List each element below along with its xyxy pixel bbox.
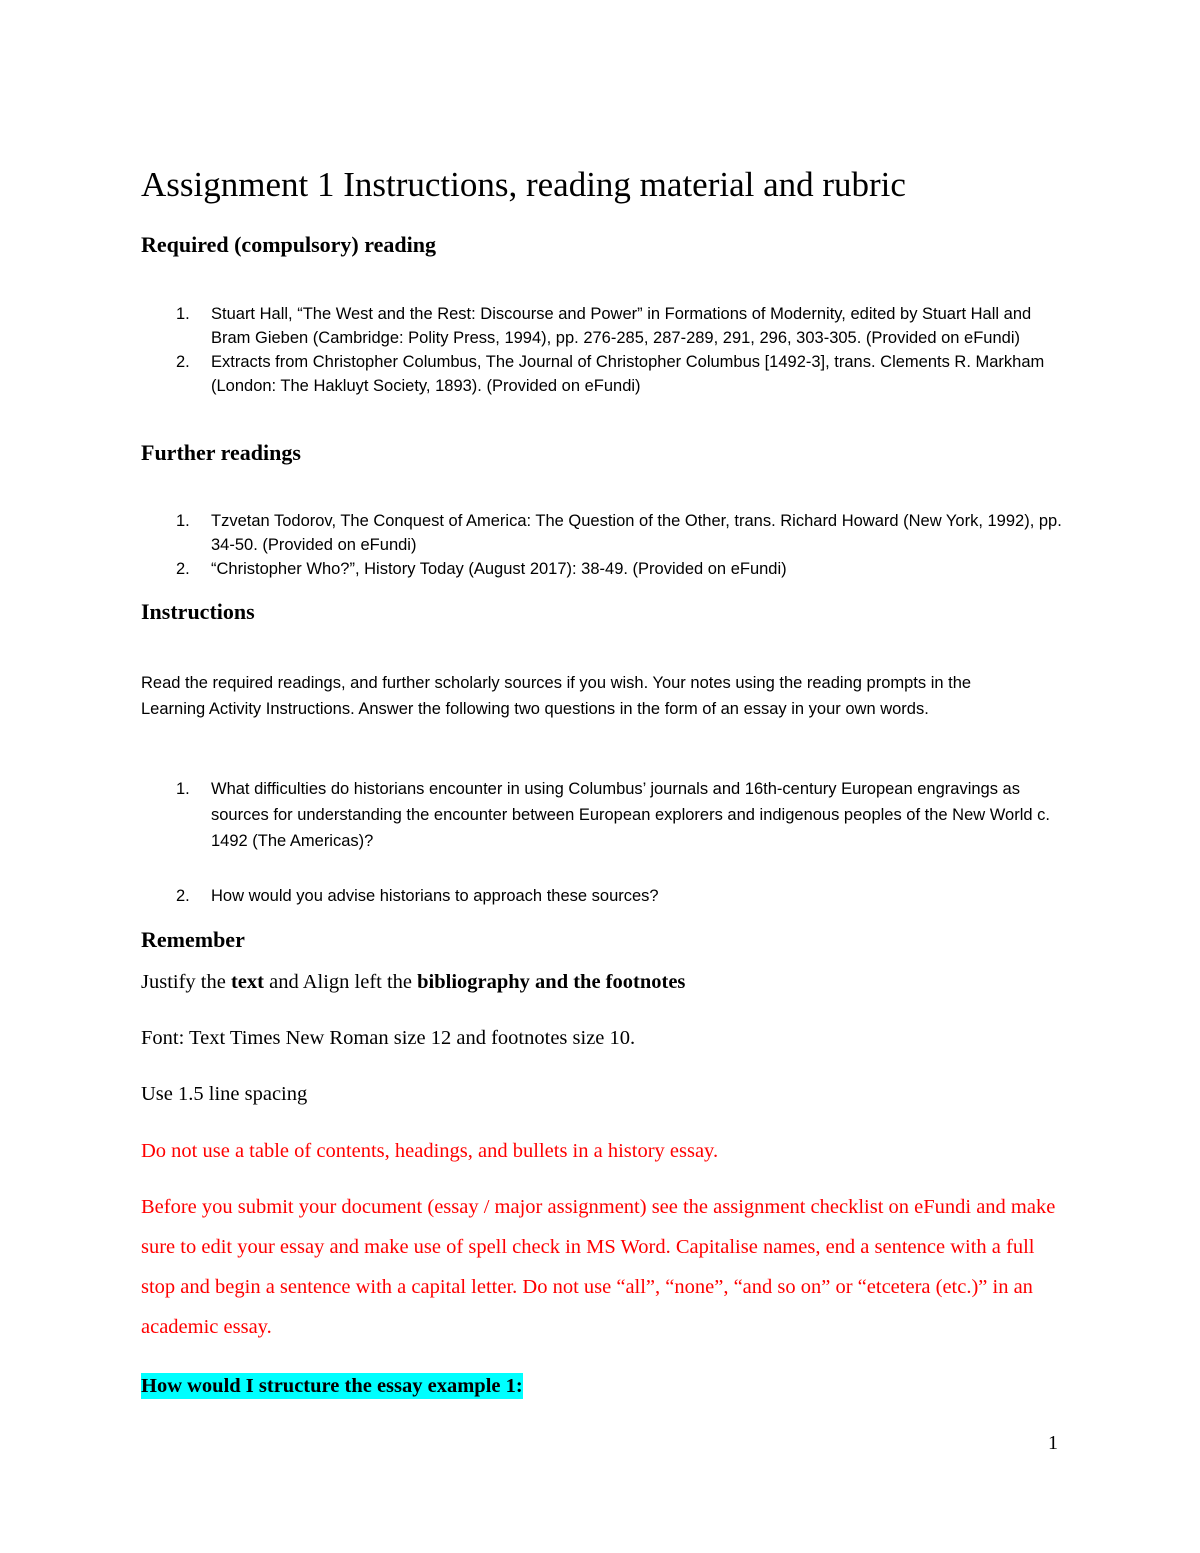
list-number: 2. <box>176 353 190 371</box>
further-readings-heading: Further readings <box>141 440 301 465</box>
justify-text-a: Justify the <box>141 971 231 993</box>
instructions-heading: Instructions <box>141 599 255 624</box>
question-list-2 <box>176 883 1066 909</box>
list-number: 1. <box>176 305 190 323</box>
page-title: Assignment 1 Instructions, reading material and rubric <box>141 165 906 204</box>
required-reading-heading: Required (compulsory) reading <box>141 232 436 257</box>
font-note: Font: Text Times New Roman size 12 and footnotes size 10. <box>141 1027 636 1049</box>
justify-text-d: bibliography and the footnotes <box>417 971 686 993</box>
structure-heading <box>141 1366 1061 1406</box>
list-item-text: Stuart Hall, “The West and the Rest: Discourse and Power” in Formations of Modernity, edited by Stuart Hall and Bram Gieben (Cambridge: Polity Press, 1994), pp. 276-285, 287-289, 291, 296, 303-305. (Provided on eFundi) <box>211 305 1032 347</box>
list-number: 1. <box>176 512 190 530</box>
justify-text-c: and Align left the <box>263 971 418 993</box>
question-list <box>176 776 1066 854</box>
list-item-text: Tzvetan Todorov, The Conquest of America: The Question of the Other, trans. Richard Howard (New York, 1992), pp. 34-50. (Provided on eFundi) <box>211 512 1062 554</box>
list-item <box>176 776 1066 854</box>
required-reading-list <box>176 302 1066 398</box>
no-toc-warning: Do not use a table of contents, headings, and bullets in a history essay. <box>141 1140 719 1162</box>
list-item <box>176 509 1066 557</box>
list-number: 1. <box>176 780 190 798</box>
page-number: 1 <box>1048 1432 1058 1454</box>
list-item-text: How would you advise historians to approach these sources? <box>211 887 659 905</box>
list-item-text: “Christopher Who?”, History Today (August 2017): 38-49. (Provided on eFundi) <box>211 560 787 578</box>
list-item <box>176 883 1066 909</box>
list-item-text: Extracts from Christopher Columbus, The Journal of Christopher Columbus [1492-3], trans. Clements R. Markham (London: The Hakluyt Society, 1893). (Provided on eFundi) <box>211 353 1045 395</box>
further-readings-list <box>176 509 1066 581</box>
justify-note <box>141 962 1061 1002</box>
list-item <box>176 557 1066 581</box>
structure-heading-text: How would I structure the essay example 1: <box>141 1375 523 1397</box>
list-number: 2. <box>176 560 190 578</box>
remember-heading: Remember <box>141 927 245 952</box>
list-item-text: What difficulties do historians encounter in using Columbus’ journals and 16th-century European engravings as sources for understanding the encounter between European explorers and indigenous peoples of the New World c. 1492 (The Americas)? <box>211 780 1050 850</box>
list-item <box>176 302 1066 350</box>
list-number: 2. <box>176 887 190 905</box>
instructions-paragraph: Read the required readings, and further scholarly sources if you wish. Your notes using the reading prompts in the Learning Activity Instructions. Answer the following two questions in the form of an essay in your own words. <box>141 674 972 718</box>
justify-text-b: text <box>230 971 264 993</box>
before-submit-warning: Before you submit your document (essay / major assignment) see the assignment checklist on eFundi and make sure to edit your essay and make use of spell check in MS Word. Capitalise names, end a sentence with a full stop and begin a sentence with a capital letter. Do not use “all”, “none”, “and so on” or “etcetera (etc.)” in an academic essay. <box>141 1196 1056 1338</box>
spacing-note: Use 1.5 line spacing <box>141 1083 308 1105</box>
list-item <box>176 350 1066 398</box>
